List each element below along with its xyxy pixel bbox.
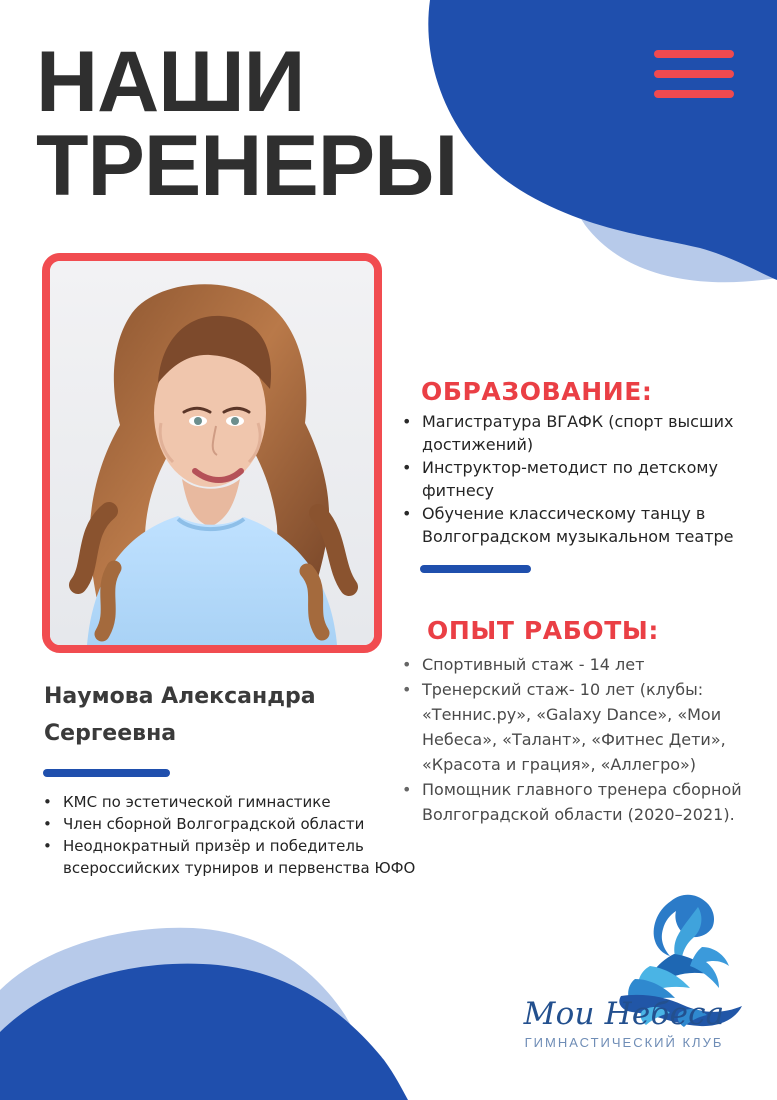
experience-list-item: • Помощник главного тренера сборной Волгоградской области (2020–2021). (398, 777, 758, 827)
achievement-item: • Неоднократный призёр и победитель всероссийских турниров и первенства ЮФО (39, 835, 469, 879)
coach-name (44, 678, 374, 752)
logo-wordmark: Мои Небеса (523, 996, 725, 1032)
education-list (398, 410, 748, 548)
title-line-1: НАШИ (36, 34, 305, 130)
coach-name-line-2: Сергеевна (44, 721, 177, 746)
achievements-list (39, 791, 469, 879)
coach-name-line-1: Наумова Александра (44, 684, 316, 709)
hamburger-menu-icon (654, 90, 734, 98)
hamburger-menu-icon (654, 50, 734, 58)
coach-photo-frame (42, 253, 382, 653)
experience-list-item: • Спортивный стаж - 14 лет (398, 652, 758, 677)
education-divider (420, 565, 531, 573)
education-title: ОБРАЗОВАНИЕ: (421, 377, 653, 406)
achievement-item: • КМС по эстетической гимнастике (39, 791, 469, 813)
title-line-2: ТРЕНЕРЫ (36, 118, 458, 214)
education-list-item: • Обучение классическому танцу в Волгоградском музыкальном театре (398, 502, 748, 548)
club-logo (500, 884, 748, 1070)
page-title (36, 34, 486, 214)
profile-divider (43, 769, 170, 777)
achievement-item: • Член сборной Волгоградской области (39, 813, 469, 835)
education-list-item: • Инструктор-методист по детскому фитнесу (398, 456, 748, 502)
experience-title: ОПЫТ РАБОТЫ: (427, 616, 659, 645)
experience-list-item: • Тренерский стаж- 10 лет (клубы: «Теннис.ру», «Galaxy Dance», «Мои Небеса», «Талант», «Фитнес Дети», «Красота и грация», «Аллегро») (398, 677, 758, 777)
education-list-item: • Магистратура ВГАФК (спорт высших достижений) (398, 410, 748, 456)
hamburger-menu-button[interactable] (654, 50, 734, 100)
hamburger-menu-icon (654, 70, 734, 78)
coach-photo (50, 261, 374, 645)
logo-subtitle: ГИМНАСТИЧЕСКИЙ КЛУБ (524, 1035, 724, 1050)
